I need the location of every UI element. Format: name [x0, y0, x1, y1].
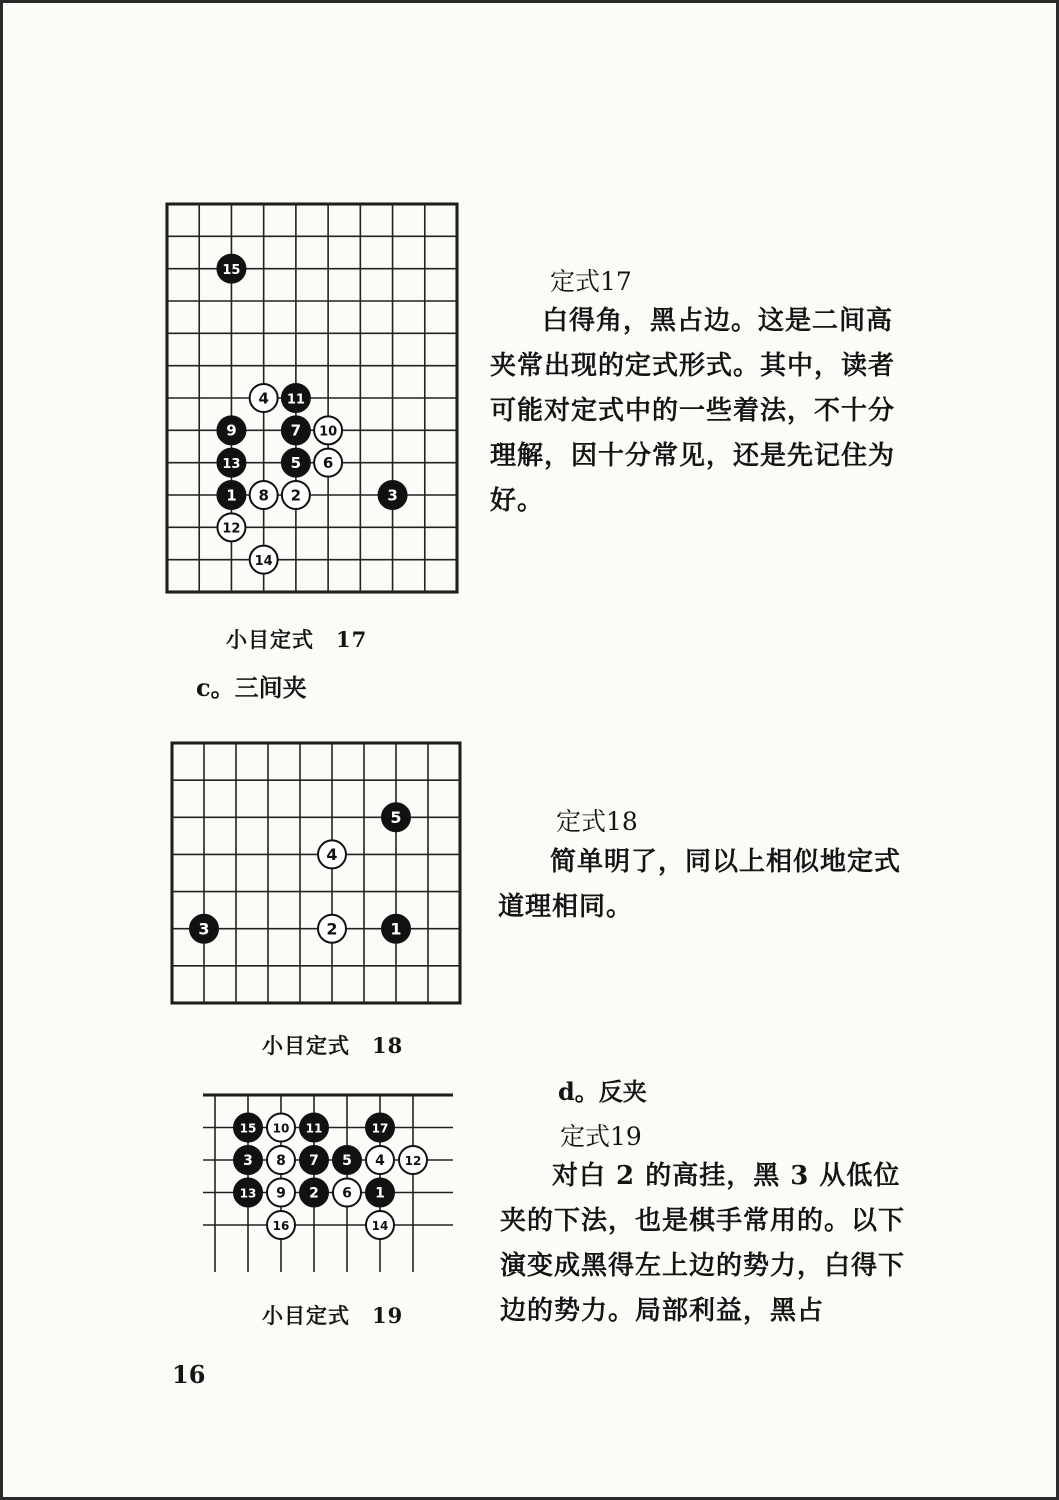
caption-label: 小目定式 — [226, 627, 314, 652]
stone-number: 7 — [309, 1153, 319, 1170]
black-stone — [282, 449, 310, 477]
black-stone — [300, 1146, 328, 1174]
stone-number: 2 — [326, 919, 338, 939]
stone-number: 8 — [258, 486, 269, 505]
black-stone — [234, 1114, 262, 1142]
stone-number: 1 — [390, 919, 402, 939]
stone-number: 12 — [404, 1154, 422, 1169]
white-stone — [267, 1179, 295, 1207]
joseki-18-title: 定式18 — [556, 807, 638, 836]
stone-number: 7 — [290, 421, 302, 440]
black-stone — [190, 915, 218, 943]
joseki-17-title: 定式17 — [550, 267, 632, 296]
black-stone — [379, 481, 407, 509]
white-stone — [366, 1146, 394, 1174]
stone-number: 3 — [198, 919, 210, 939]
go-board-19 — [203, 1092, 453, 1272]
diagram-caption-17 — [226, 624, 367, 654]
joseki-19-title: 定式19 — [560, 1122, 642, 1151]
black-stone — [282, 416, 310, 444]
go-diagram-17 — [165, 202, 459, 594]
go-diagram-18 — [170, 741, 462, 1005]
stone-number: 6 — [342, 1185, 352, 1202]
stone-number: 9 — [226, 421, 237, 440]
stone-number: 5 — [290, 454, 302, 473]
stone-number: 1 — [226, 486, 237, 505]
caption-number: 19 — [372, 1303, 404, 1328]
caption-label: 小目定式 — [262, 1033, 350, 1058]
go-board-18 — [170, 741, 462, 1005]
caption-number: 17 — [336, 627, 368, 652]
stone-number: 14 — [254, 554, 273, 570]
black-stone — [382, 803, 410, 831]
joseki-19-text: 对白 2 的高挂，黑 3 从低位夹的下法，也是棋手常用的。以下演变成黑得左上边的势力，白得下边的势力。局部利益，黑占 — [500, 1161, 906, 1326]
black-stone — [217, 481, 245, 509]
go-diagram-19 — [203, 1092, 453, 1272]
white-stone — [318, 915, 346, 943]
stone-number: 5 — [390, 808, 402, 828]
stone-number: 10 — [319, 424, 338, 440]
stone-number: 2 — [309, 1185, 319, 1202]
white-stone — [333, 1179, 361, 1207]
black-stone — [217, 255, 245, 283]
stone-number: 13 — [222, 457, 241, 473]
white-stone — [250, 384, 278, 412]
black-stone — [234, 1146, 262, 1174]
stone-number: 1 — [375, 1185, 385, 1202]
white-stone — [366, 1211, 394, 1239]
stone-number: 3 — [387, 486, 398, 505]
page-number: 16 — [172, 1360, 206, 1389]
stone-number: 11 — [305, 1121, 323, 1136]
black-stone — [366, 1114, 394, 1142]
stone-number: 11 — [286, 392, 305, 408]
stone-number: 5 — [342, 1153, 352, 1170]
black-stone — [333, 1146, 361, 1174]
black-stone — [382, 915, 410, 943]
white-stone — [314, 416, 342, 444]
stone-number: 4 — [375, 1153, 385, 1170]
white-stone — [267, 1211, 295, 1239]
stone-number: 2 — [290, 486, 302, 505]
caption-number: 18 — [372, 1033, 404, 1058]
white-stone — [217, 513, 245, 541]
stone-number: 15 — [239, 1121, 257, 1136]
black-stone — [217, 449, 245, 477]
black-stone — [282, 384, 310, 412]
white-stone — [267, 1114, 295, 1142]
caption-label: 小目定式 — [262, 1303, 350, 1328]
white-stone — [267, 1146, 295, 1174]
white-stone — [282, 481, 310, 509]
stone-number: 9 — [276, 1185, 286, 1202]
stone-number: 16 — [272, 1219, 290, 1234]
stone-number: 13 — [239, 1186, 257, 1201]
section-c-heading: c。三间夹 — [196, 673, 307, 702]
stone-number: 6 — [322, 454, 334, 473]
black-stone — [366, 1179, 394, 1207]
stone-number: 8 — [276, 1153, 286, 1170]
go-board-17 — [165, 202, 459, 594]
diagram-caption-19 — [262, 1300, 403, 1330]
section-d-heading: d。反夹 — [558, 1077, 647, 1106]
black-stone — [300, 1179, 328, 1207]
diagram-caption-18 — [262, 1030, 403, 1060]
stone-number: 4 — [258, 389, 269, 408]
stone-number: 12 — [222, 521, 241, 537]
white-stone — [250, 546, 278, 574]
board-border — [172, 743, 460, 1003]
stone-number: 10 — [272, 1121, 290, 1136]
stone-number: 4 — [326, 845, 338, 865]
black-stone — [300, 1114, 328, 1142]
white-stone — [250, 481, 278, 509]
stone-number: 17 — [371, 1121, 389, 1136]
stone-number: 3 — [243, 1153, 253, 1170]
white-stone — [318, 840, 346, 868]
white-stone — [314, 449, 342, 477]
black-stone — [234, 1179, 262, 1207]
joseki-17-text: 白得角，黑占边。这是二间高夹常出现的定式形式。其中，读者可能对定式中的一些着法，不十分理解，因十分常见，还是先记住为好。 — [490, 306, 896, 516]
white-stone — [399, 1146, 427, 1174]
stone-number: 14 — [371, 1219, 389, 1234]
black-stone — [217, 416, 245, 444]
joseki-18-text: 简单明了，同以上相似地定式道理相同。 — [498, 847, 902, 922]
stone-number: 15 — [222, 263, 241, 279]
